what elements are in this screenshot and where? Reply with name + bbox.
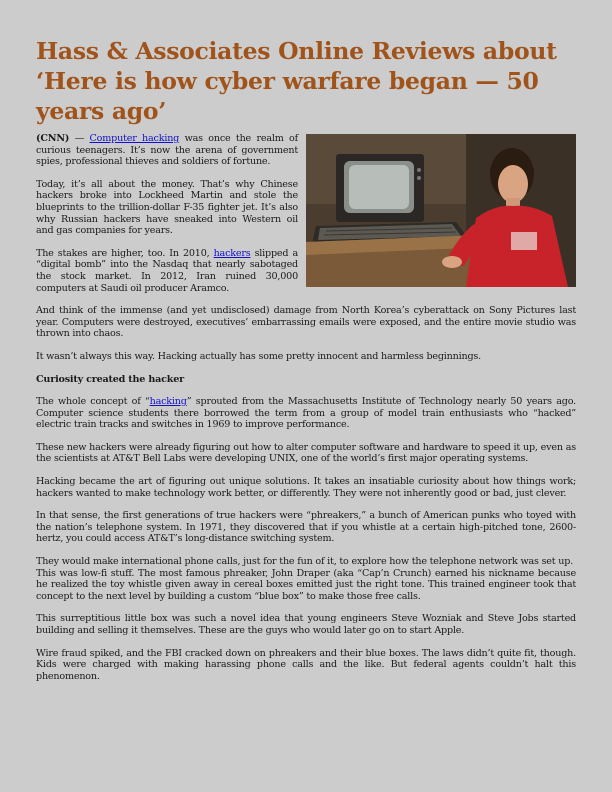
paragraph-1-text: was once the realm of curious teenagers. It’s now the arena of government spies, professional thieves and soldiers of fortune. — [36, 133, 298, 168]
section-heading: Curiosity created the hacker — [36, 373, 184, 385]
paragraph-3-text-a: The stakes are higher, too. In 2010, — [36, 247, 214, 259]
article-title: Hass & Associates Online Reviews about ‘Here is how cyber warfare began — 50 years ago’ — [36, 37, 557, 125]
paragraph-6 — [36, 396, 576, 431]
article-body — [36, 133, 576, 682]
source-label: (CNN) — [36, 133, 70, 144]
paragraph-4: And think of the immense (and yet undisclosed) damage from North Korea’s cyberattack on Sony Pictures last year. Computers were destroyed, executives’ embarrassing emails were exposed, and the entire movie studio was thrown into chaos. — [36, 305, 576, 340]
article-photo — [306, 134, 576, 287]
page — [36, 36, 576, 693]
paragraph-10: They would make international phone calls, just for the fun of it, to explore how the telephone network was set up. — [36, 556, 574, 568]
paragraph-13: Wire fraud spiked, and the FBI cracked down on phreakers and their blue boxes. The laws didn’t quite fit, though. Kids were charged with making harassing phone calls and the like. But federal agents couldn’t halt this phenomenon. — [36, 647, 576, 682]
paragraph-5: It wasn’t always this way. Hacking actually has some pretty innocent and harmless beginnings. — [36, 350, 481, 362]
link-hackers[interactable]: hackers — [213, 247, 251, 259]
paragraph-7: These new hackers were already figuring out how to alter computer software and hardware to speed it up, even as the scientists at AT&T Bell Labs were developing UNIX, one of the world’s first major operating systems. — [36, 441, 576, 465]
paragraph-3-text-b: slipped a “digital bomb” into the Nasdaq that nearly sabotaged the stock market. In 2012, Iran ruined 30,000 computers at Saudi oil producer Aramco. — [36, 247, 298, 294]
link-hacking[interactable]: hacking — [149, 396, 187, 408]
paragraph-12: This surreptitious little box was such a novel idea that young engineers Steve Wozniak and Steve Jobs started building and selling it themselves. These are the guys who would later go on to start Apple. — [36, 613, 576, 636]
paragraph-6-text-b: ” sprouted from the Massachusetts Institute of Technology nearly 50 years ago. Computer science students there borrowed the term from a group of model train enthusiasts who “hacked” electric train tracks and switches in 1969 to improve performance. — [36, 396, 576, 431]
paragraph-8: Hacking became the art of figuring out unique solutions. It takes an insatiable curiosity about how things work; hackers wanted to make technology work better, or differently. They were not inherently good or bad, just clever. — [36, 476, 576, 499]
paragraph-2: Today, it’s all about the money. That’s why Chinese hackers broke into Lockheed Martin and stole the blueprints to the trillion-dollar F-35 fighter jet. It’s also why Russian hackers have sneaked into Western oil and gas companies for years. — [36, 178, 298, 237]
paragraph-11: This was low-fi stuff. The most famous phreaker, John Draper (aka “Cap’n Crunch) earned his nickname because he realized the toy whistle given away in cereal boxes emitted just the right tone. This trained engineer took that concept to the next level by building a custom “blue box” to make those free calls. — [36, 567, 576, 602]
link-computer-hacking[interactable]: Computer hacking — [89, 133, 180, 144]
paragraph-6-text-a: The whole concept of “ — [36, 396, 150, 408]
paragraph-9: In that sense, the first generations of true hackers were “phreakers,” a bunch of American punks who toyed with the nation’s telephone system. In 1971, they discovered that if you whistle at a certain high-pitched tone, 2600-hertz, you could access AT&T’s long-distance switching system. — [36, 510, 576, 545]
dash: — — [69, 133, 90, 144]
